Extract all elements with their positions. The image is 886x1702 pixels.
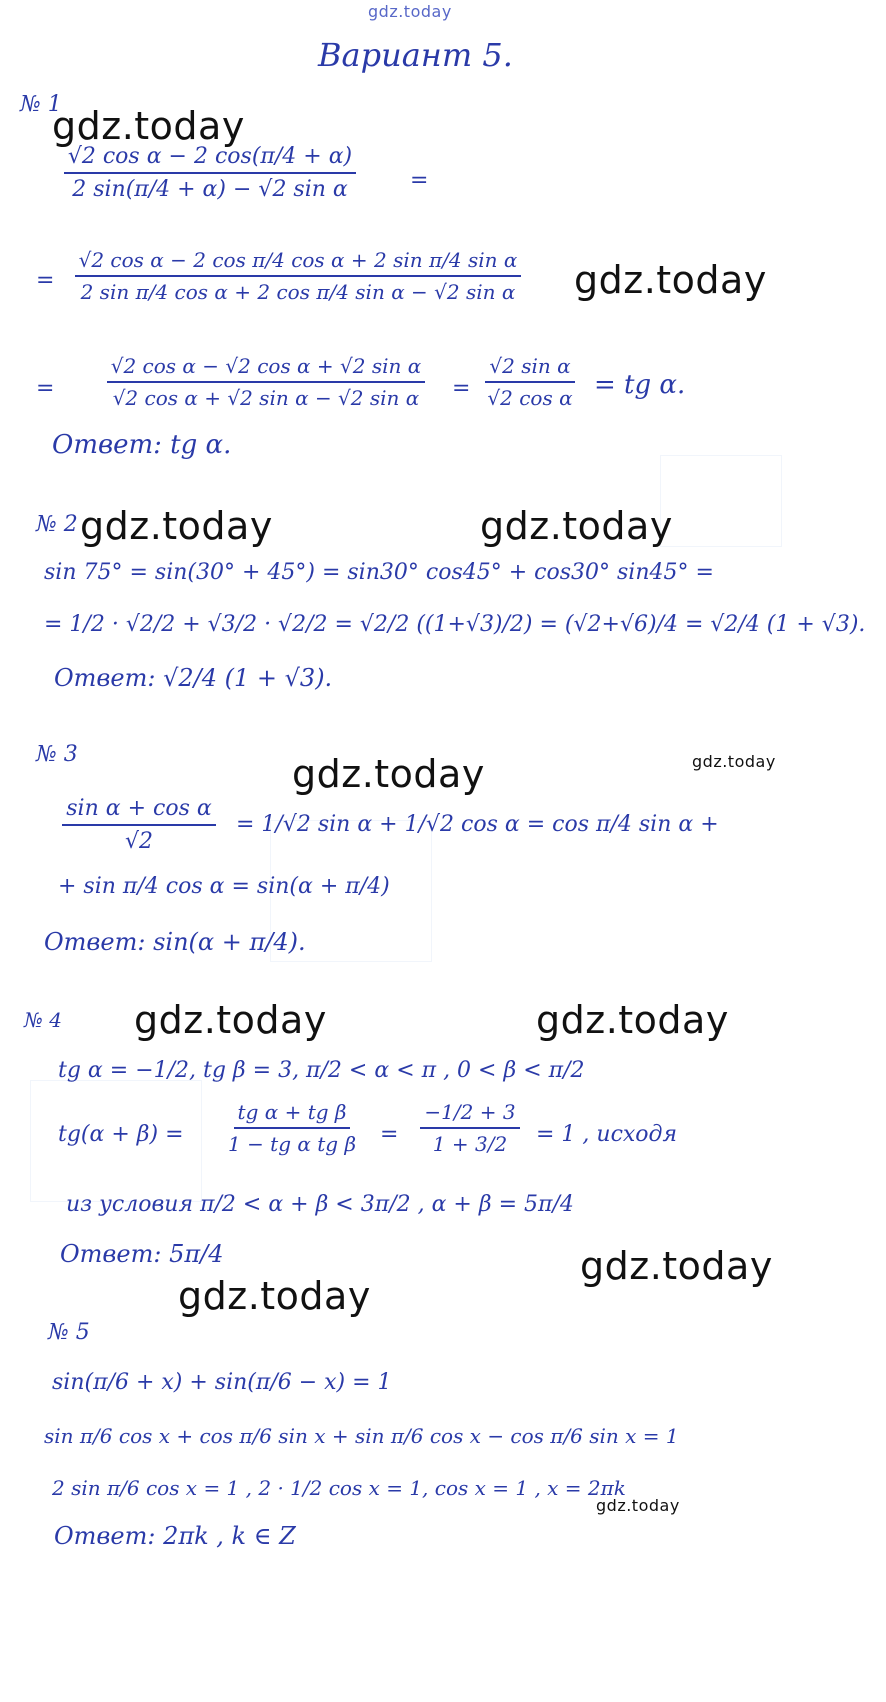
p1-fraction-1: [40, 144, 380, 202]
p5-line-3: 2 sin π/6 cos x = 1 , 2 · 1/2 cos x = 1, cos x = 1 , x = 2πk: [52, 1476, 626, 1500]
page-title: Вариант 5.: [318, 36, 513, 74]
p5-line-1: sin(π/6 + x) + sin(π/6 − x) = 1: [52, 1370, 392, 1395]
p4-frac2-denominator: 1 + 3/2: [432, 1132, 508, 1156]
problem-4-label: № 4: [24, 1008, 63, 1032]
equals-sign: =: [410, 168, 429, 193]
equals-sign: =: [380, 1122, 399, 1147]
p4-line-1: tg α = −1/2, tg β = 3, π/2 < α < π , 0 < β < π/2: [58, 1058, 585, 1083]
problem-1-label: № 1: [20, 92, 62, 117]
equals-sign: =: [36, 376, 55, 401]
equals-sign: =: [36, 268, 55, 293]
p2-answer: Ответ: √2/4 (1 + √3).: [54, 664, 333, 692]
p1-frac2-numerator: √2 cos α − 2 cos π/4 cos α + 2 sin π/4 sin α: [75, 248, 522, 277]
p1-frac1-denominator: 2 sin(π/4 + α) − √2 sin α: [72, 177, 348, 202]
p3-answer: Ответ: sin(α + π/4).: [44, 928, 306, 956]
watermark: gdz.today: [178, 1274, 371, 1318]
watermark-top: gdz.today: [368, 2, 452, 21]
p3-fraction: [54, 796, 224, 854]
watermark: gdz.today: [574, 258, 767, 302]
p1-frac4-numerator: √2 sin α: [485, 354, 574, 383]
p4-fraction-1: [222, 1100, 362, 1156]
watermark: gdz.today: [596, 1496, 680, 1515]
p1-fraction-4: [474, 354, 586, 410]
p1-result: = tg α.: [594, 370, 686, 400]
watermark: gdz.today: [134, 998, 327, 1042]
watermark: gdz.today: [80, 504, 273, 548]
watermark: gdz.today: [480, 504, 673, 548]
p4-rest: = 1 , исходя: [536, 1122, 678, 1147]
watermark: gdz.today: [292, 752, 485, 796]
watermark: gdz.today: [52, 104, 245, 148]
p3-line-2: + sin π/4 cos α = sin(α + π/4): [58, 874, 390, 899]
p4-fraction-2: [420, 1100, 520, 1156]
equals-sign: =: [452, 376, 471, 401]
p1-frac4-denominator: √2 cos α: [487, 386, 573, 410]
watermark: gdz.today: [536, 998, 729, 1042]
problem-5-label: № 5: [48, 1320, 90, 1345]
problem-2-label: № 2: [36, 512, 78, 537]
p3-frac-denominator: √2: [124, 829, 153, 854]
p4-frac2-numerator: −1/2 + 3: [420, 1100, 519, 1129]
p1-fraction-2: [58, 248, 538, 304]
watermark: gdz.today: [580, 1244, 773, 1288]
p4-frac1-numerator: tg α + tg β: [234, 1100, 351, 1129]
p5-line-2: sin π/6 cos x + cos π/6 sin x + sin π/6 cos x − cos π/6 sin x = 1: [44, 1424, 679, 1448]
p4-answer: Ответ: 5π/4: [60, 1240, 224, 1268]
p3-line-1: = 1/√2 sin α + 1/√2 cos α = cos π/4 sin α +: [236, 812, 719, 837]
watermark: gdz.today: [692, 752, 776, 771]
p5-answer: Ответ: 2πk , k ∈ Z: [54, 1522, 296, 1550]
p1-frac3-numerator: √2 cos α − √2 cos α + √2 sin α: [107, 354, 426, 383]
p1-answer: Ответ: tg α.: [52, 430, 232, 460]
p4-frac1-denominator: 1 − tg α tg β: [227, 1132, 357, 1156]
p1-frac1-numerator: √2 cos α − 2 cos(π/4 + α): [64, 144, 356, 174]
p2-line-2: = 1/2 · √2/2 + √3/2 · √2/2 = √2/2 ((1+√3)/2) = (√2+√6)/4 = √2/4 (1 + √3).: [44, 612, 866, 637]
p1-frac3-denominator: √2 cos α + √2 sin α − √2 sin α: [112, 386, 420, 410]
p4-line-3: из условия π/2 < α + β < 3π/2 , α + β = 5π/4: [66, 1192, 574, 1217]
paper-grid: [660, 455, 782, 547]
problem-3-label: № 3: [36, 742, 78, 767]
p3-frac-numerator: sin α + cos α: [62, 796, 215, 826]
p2-line-1: sin 75° = sin(30° + 45°) = sin30° cos45° + cos30° sin45° =: [44, 560, 714, 585]
p1-frac2-denominator: 2 sin π/4 cos α + 2 cos π/4 sin α − √2 sin α: [80, 280, 516, 304]
p4-lhs: tg(α + β) =: [58, 1122, 184, 1147]
p1-fraction-3: [86, 354, 446, 410]
